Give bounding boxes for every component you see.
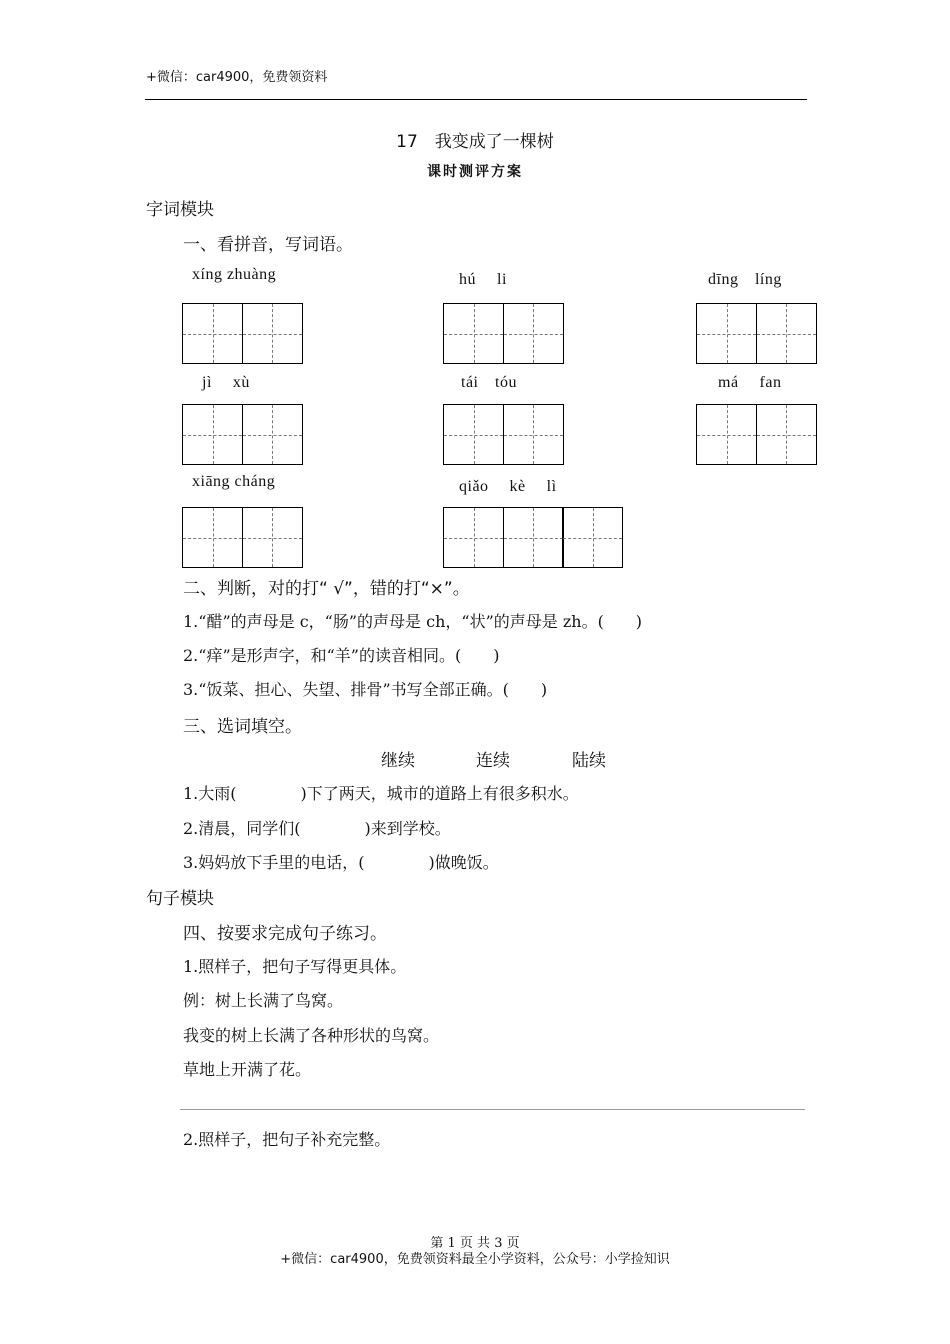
writing-grid[interactable] [182, 404, 301, 465]
sentence-line: 我变的树上长满了各种形状的鸟窝。 [183, 1026, 440, 1045]
writing-grid[interactable] [696, 404, 815, 465]
module-words: 字词模块 [146, 200, 214, 220]
module-sentences: 句子模块 [146, 889, 214, 909]
grid-cell[interactable] [242, 303, 303, 364]
writing-grid[interactable] [443, 303, 562, 364]
pinyin-label: jì xù [202, 374, 250, 391]
footer-note: +微信：car4900，免费领资料最全小学资料，公众号：小学捡知识 [280, 1252, 670, 1267]
grid-cell[interactable] [443, 303, 504, 364]
grid-cell[interactable] [696, 303, 757, 364]
judgement-item: 1.“醋”的声母是 c，“肠”的声母是 ch，“状”的声母是 zh。( ) [183, 612, 643, 631]
question-2-title: 二、判断，对的打“ √”，错的打“×”。 [183, 579, 470, 599]
page-number: 第 1 页 共 3 页 [430, 1236, 520, 1251]
pinyin-label: hú li [459, 271, 507, 288]
pinyin-label: xiāng cháng [192, 473, 276, 490]
pinyin-label: dīng líng [708, 271, 782, 288]
grid-cell[interactable] [756, 404, 817, 465]
grid-cell[interactable] [756, 303, 817, 364]
pinyin-label: má fan [718, 374, 782, 391]
grid-cell[interactable] [443, 507, 504, 568]
answer-line[interactable] [180, 1109, 805, 1110]
sentence-line: 2.照样子，把句子补充完整。 [183, 1130, 391, 1149]
writing-grid[interactable] [696, 303, 815, 364]
writing-grid[interactable] [443, 507, 622, 568]
pinyin-label: tái tóu [461, 374, 517, 391]
grid-cell[interactable] [182, 507, 243, 568]
word-choice: 连续 [476, 751, 510, 771]
sentence-line: 1.照样子，把句子写得更具体。 [183, 957, 407, 976]
header-rule [145, 99, 807, 100]
question-4-title: 四、按要求完成句子练习。 [183, 924, 387, 944]
writing-grid[interactable] [182, 303, 301, 364]
grid-cell[interactable] [182, 303, 243, 364]
grid-cell[interactable] [443, 404, 504, 465]
document-subtitle: 课时测评方案 [427, 164, 523, 180]
writing-grid[interactable] [443, 404, 562, 465]
pinyin-label: xíng zhuàng [192, 266, 277, 283]
sentence-line: 例：树上长满了鸟窝。 [183, 991, 344, 1010]
word-choice: 陆续 [572, 751, 606, 771]
grid-cell[interactable] [242, 507, 303, 568]
fill-blank-item: 1.大雨( )下了两天，城市的道路上有很多积水。 [183, 784, 579, 803]
grid-cell[interactable] [242, 404, 303, 465]
header-note: +微信：car4900，免费领资料 [146, 70, 328, 85]
grid-cell[interactable] [503, 404, 564, 465]
grid-cell[interactable] [503, 303, 564, 364]
fill-blank-item: 2.清晨，同学们( )来到学校。 [183, 819, 451, 838]
judgement-item: 3.“饭菜、担心、失望、排骨”书写全部正确。( ) [183, 680, 548, 699]
grid-cell[interactable] [696, 404, 757, 465]
document-title: 17 我变成了一棵树 [396, 132, 554, 152]
writing-grid[interactable] [182, 507, 301, 568]
question-1-title: 一、看拼音，写词语。 [183, 235, 353, 255]
sentence-line: 草地上开满了花。 [183, 1060, 312, 1079]
question-3-title: 三、选词填空。 [183, 717, 302, 737]
grid-cell[interactable] [503, 507, 564, 568]
grid-cell[interactable] [182, 404, 243, 465]
fill-blank-item: 3.妈妈放下手里的电话，( )做晚饭。 [183, 853, 499, 872]
word-choice: 继续 [381, 751, 415, 771]
grid-cell[interactable] [562, 507, 623, 568]
pinyin-label: qiǎo kè lì [459, 478, 557, 495]
judgement-item: 2.“痒”是形声字，和“羊”的读音相同。( ) [183, 646, 500, 665]
